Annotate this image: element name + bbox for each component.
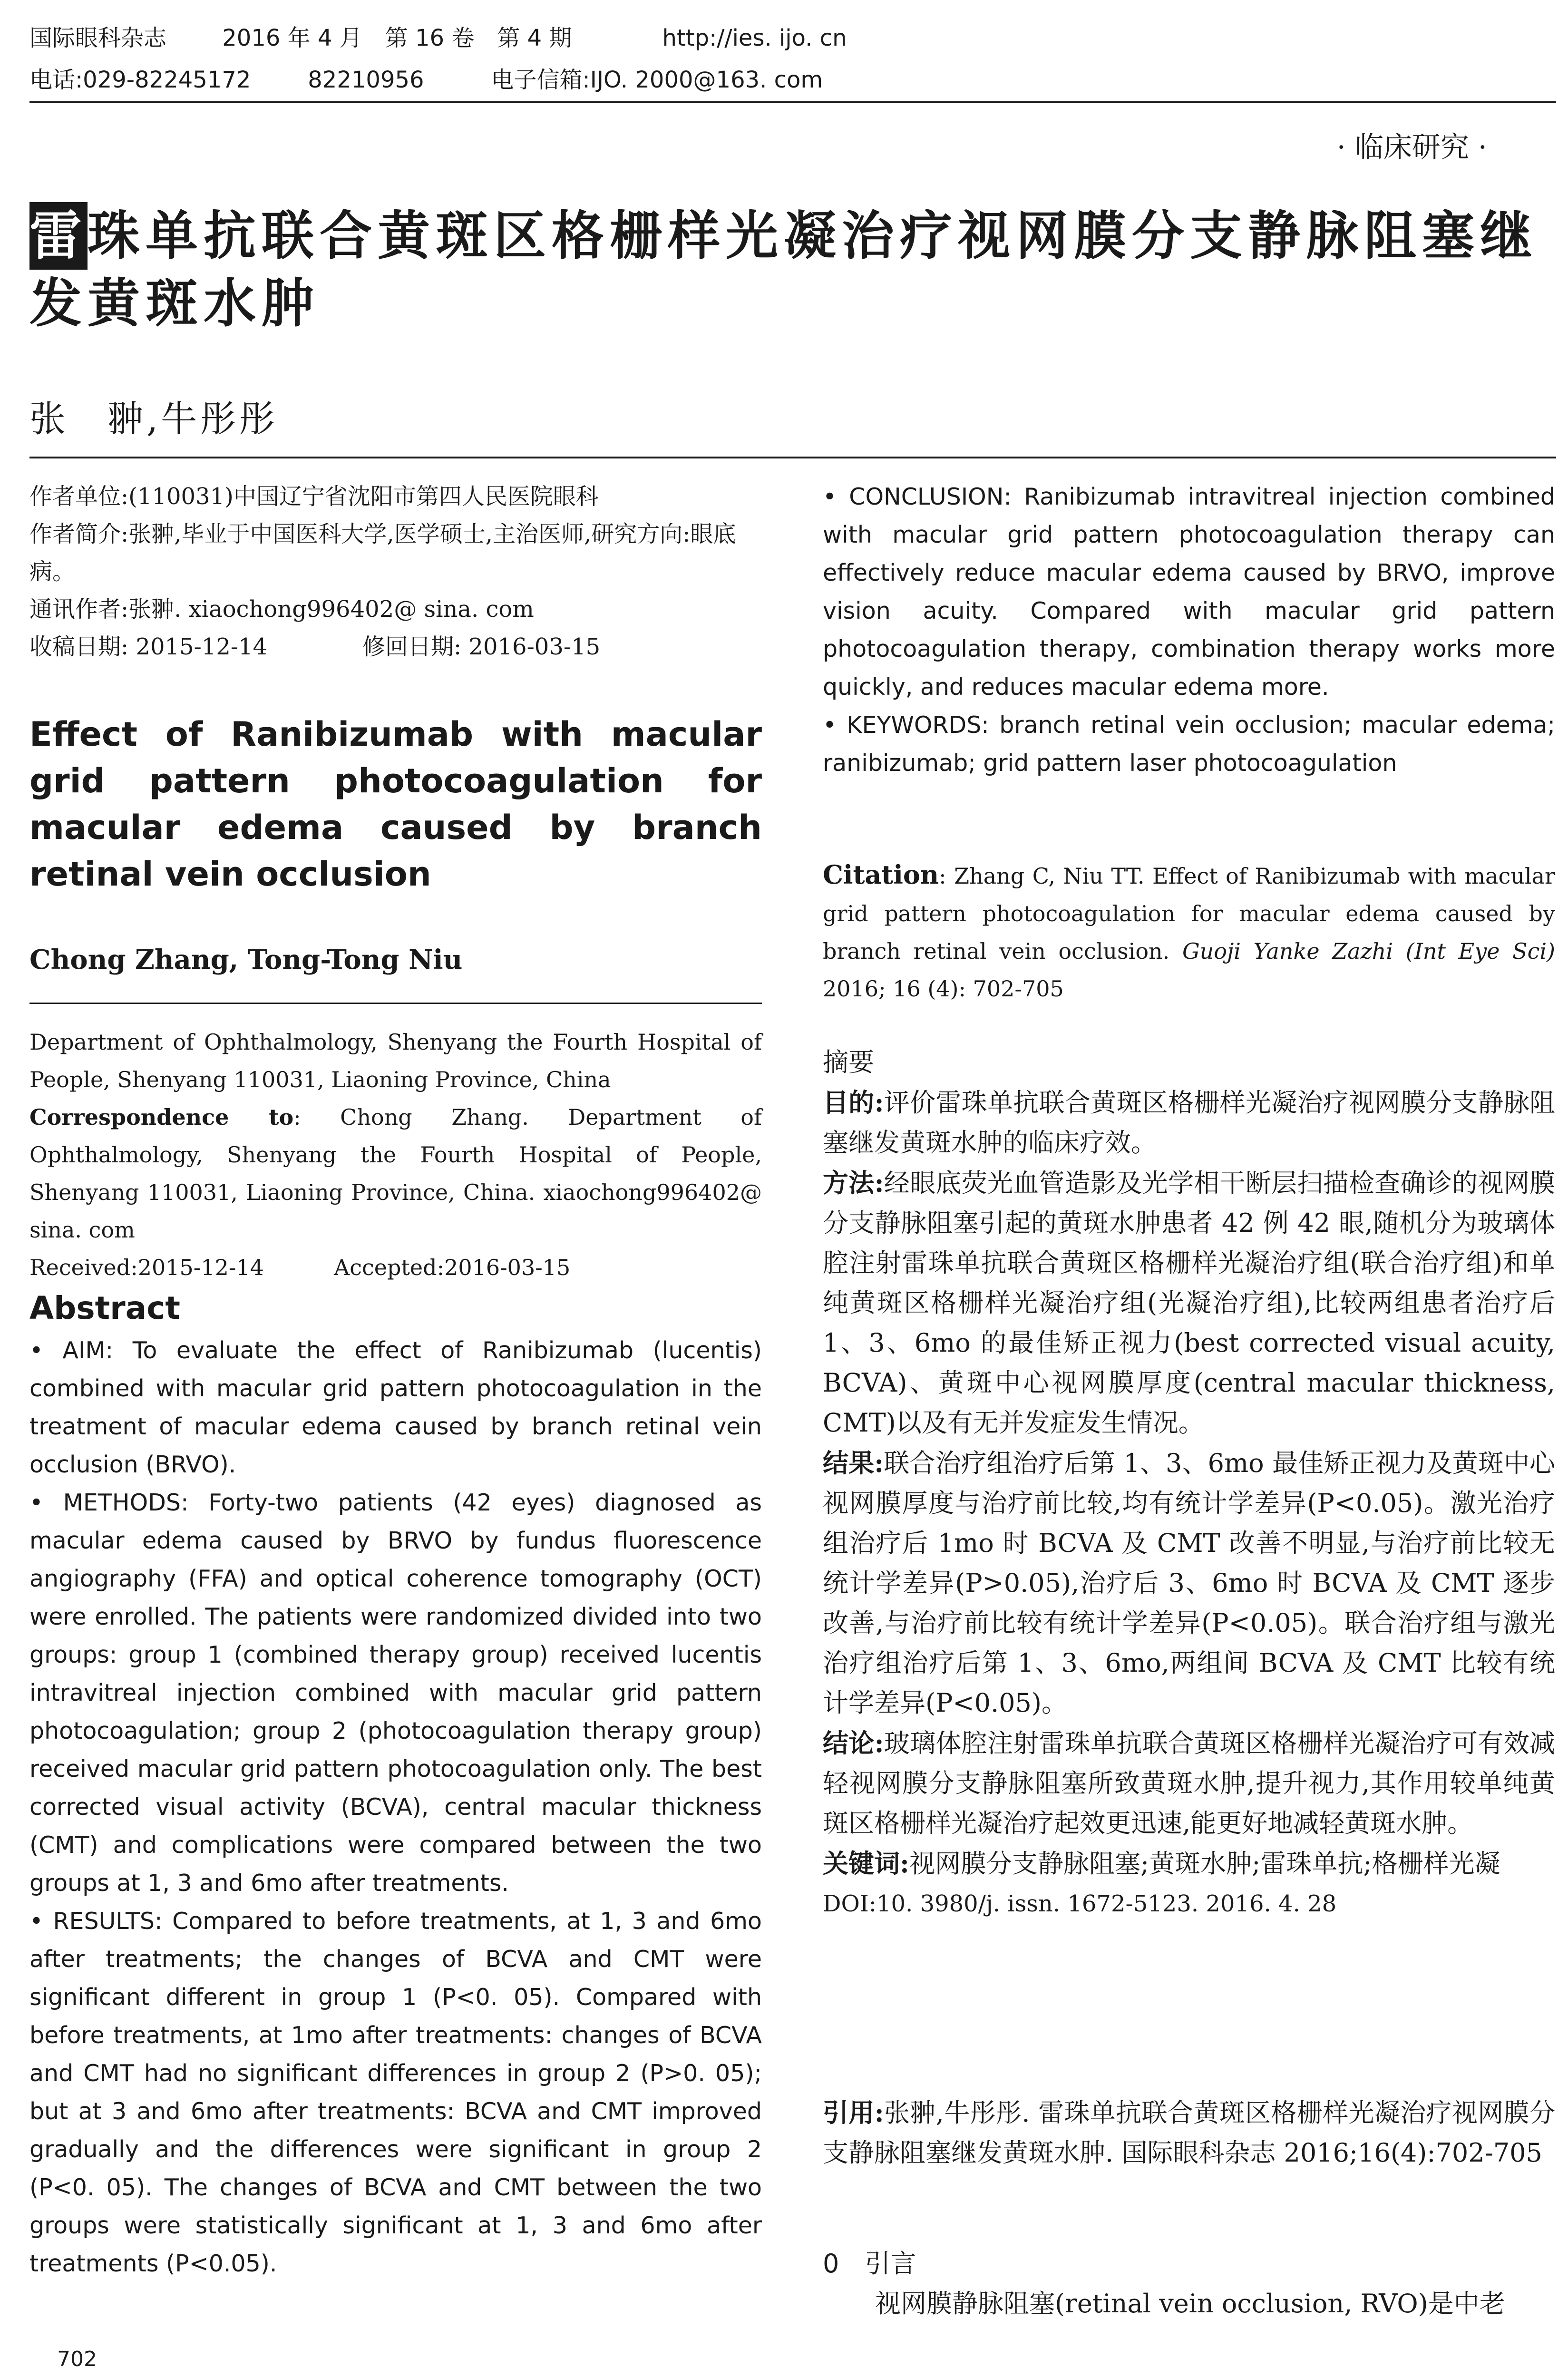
- abstract-keywords: • KEYWORDS: branch retinal vein occlusion; macular edema; ranibizumab; grid pattern laser photocoagulation: [823, 711, 1555, 777]
- journal-header-line-1: [29, 24, 1556, 52]
- abstract-heading: Abstract: [29, 1290, 180, 1326]
- abstract-methods: • METHODS: Forty-two patients (42 eyes) diagnosed as macular edema caused by BRVO by fundus fluorescence angiography (FFA) and optical coherence tomography (OCT) were enrolled. The patients were randomized divided into two groups: group 1 (combined therapy group) received lucentis intravitreal injection combined with macular grid pattern photocoagulation; group 2 (photocoagulation therapy group) received macular grid pattern photocoagulation only. The best corrected visual activity (BCVA), central macular thickness (CMT) and complications were compared between the two groups at 1, 3 and 6mo after treatments.: [29, 1489, 762, 1897]
- info-cn: [29, 478, 762, 666]
- dates-en: [29, 1249, 762, 1286]
- keywords-label-cn: 关键词:: [823, 1848, 909, 1879]
- conclusion-text-cn: 玻璃体腔注射雷珠单抗联合黄斑区格栅样光凝治疗可有效减轻视网膜分支静脉阻塞所致黄斑水肿,提升视力,其作用较单纯黄斑区格栅样光凝治疗起效更迅速,能更好地减轻黄斑水肿。: [823, 1728, 1555, 1838]
- email: 电子信箱:IJO. 2000@163. com: [491, 67, 823, 93]
- authors-en: Chong Zhang, Tong-Tong Niu: [29, 944, 463, 975]
- correspondence: [29, 1099, 762, 1249]
- methods-label-cn: 方法:: [823, 1168, 884, 1198]
- abstract-cn-results: [823, 1443, 1555, 1723]
- phone: 电话:029-82245172: [29, 67, 251, 93]
- citation-cn-text: 张翀,牛彤彤. 雷珠单抗联合黄斑区格栅样光凝治疗视网膜分支静脉阻塞继发黄斑水肿. 国际眼科杂志 2016;16(4):702-705: [823, 2098, 1555, 2168]
- conclusion-label-cn: 结论:: [823, 1728, 884, 1758]
- dates-cn: [29, 628, 762, 666]
- citation-cn: [823, 2093, 1555, 2173]
- author-bio: 作者简介:张翀,毕业于中国医科大学,医学硕士,主治医师,研究方向:眼底病。: [29, 521, 736, 585]
- results-label-cn: 结果:: [823, 1448, 884, 1478]
- journal-name: 国际眼科杂志: [29, 25, 167, 51]
- title-rest: 珠单抗联合黄斑区格栅样光凝治疗视网膜分支静脉阻塞继发黄斑水肿: [29, 205, 1538, 334]
- abstract-left: [29, 1332, 762, 2283]
- citation-journal: Guoji Yanke Zazhi (Int Eye Sci): [1182, 938, 1555, 964]
- received-cn: 收稿日期: 2015-12-14: [29, 633, 268, 660]
- authors-cn: 张 翀,牛彤彤: [29, 398, 278, 440]
- affiliation: [29, 1023, 762, 1286]
- authors-rule: [29, 1003, 762, 1004]
- abstract-cn-keywords: [823, 1843, 1555, 1884]
- accepted-en: Accepted:2016-03-15: [334, 1255, 571, 1280]
- journal-header-line-2: [29, 66, 1556, 94]
- revised-cn: 修回日期: 2016-03-15: [362, 633, 601, 660]
- correspondence-label: Correspondence to: [29, 1104, 294, 1130]
- abstract-cn-methods: [823, 1163, 1555, 1443]
- department: Department of Ophthalmology, Shenyang the Fourth Hospital of People, Shenyang 110031, Liaoning Province, China: [29, 1029, 762, 1092]
- aim-label-cn: 目的:: [823, 1087, 884, 1118]
- citation-tail: 2016; 16 (4): 702-705: [823, 976, 1064, 1002]
- aim-text-cn: 评价雷珠单抗联合黄斑区格栅样光凝治疗视网膜分支静脉阻塞继发黄斑水肿的临床疗效。: [823, 1088, 1555, 1158]
- issue-info: 2016 年 4 月 第 16 卷 第 4 期: [222, 25, 572, 51]
- title-rule: [29, 457, 1556, 458]
- abstract-conclusion: • CONCLUSION: Ranibizumab intravitreal injection combined with macular grid pattern photocoagulation therapy can effectively reduce macular edema caused by BRVO, improve vision acuity. Compared with macular grid pattern photocoagulation therapy, combination therapy works more quickly, and reduces macular edema more.: [823, 483, 1555, 701]
- abstract-cn: [823, 1042, 1555, 1924]
- article-title-en: Effect of Ranibizumab with macular grid pattern photocoagulation for macular edema caused by branch retinal vein occlusion: [29, 715, 762, 894]
- citation-text: : Zhang C, Niu TT. Effect of Ranibizumab with macular grid pattern photocoagulation for macular edema caused by branch retinal vein occlusion.: [823, 863, 1555, 964]
- abstract-results: • RESULTS: Compared to before treatments, at 1, 3 and 6mo after treatments; the changes of BCVA and CMT were significant different in group 1 (P<0. 05). Compared with before treatments, at 1mo after treatments: changes of BCVA and CMT had no significant differences in group 2 (P>0. 05); but at 3 and 6mo after treatments: BCVA and CMT improved gradually and the differences were significant in group 2 (P<0. 05). The changes of BCVA and CMT between the two groups were statistically significant at 1, 3 and 6mo after treatments (P<0.05).: [29, 1908, 762, 2277]
- keywords-text-cn: 视网膜分支静脉阻塞;黄斑水肿;雷珠单抗;格栅样光凝: [909, 1849, 1500, 1879]
- abstract-cn-heading: 摘要: [823, 1047, 874, 1077]
- abstract-cn-aim: [823, 1082, 1555, 1163]
- author-unit: 作者单位:(110031)中国辽宁省沈阳市第四人民医院眼科: [29, 483, 599, 510]
- results-text-cn: 联合治疗组治疗后第 1、3、6mo 最佳矫正视力及黄斑中心视网膜厚度与治疗前比较,均有统计学差异(P<0.05)。激光治疗组治疗后 1mo 时 BCVA 及 CMT 改善不明显,与治疗前比较无统计学差异(P>0.05),治疗后 3、6mo 时 BCVA 及 CMT 逐步改善,与治疗前比较有统计学差异(P<0.05)。联合治疗组与激光治疗组治疗后第 1、3、6mo,两组间 BCVA 及 CMT 比较有统计学差异(P<0.05)。: [823, 1448, 1555, 1718]
- corresponding-author: 通讯作者:张翀. xiaochong996402@ sina. com: [29, 596, 534, 623]
- article-title-cn: [29, 202, 1551, 337]
- correspondence-text: : Chong Zhang. Department of Ophthalmology, Shenyang the Fourth Hospital of People, Shenyang 110031, Liaoning Province, China. xiaochong996402@ sina. com: [29, 1104, 762, 1243]
- abstract-cn-conclusion: [823, 1723, 1555, 1843]
- page-number: 702: [57, 2347, 97, 2371]
- title-first-char: 雷: [29, 202, 88, 270]
- intro-text: 视网膜静脉阻塞(retinal vein occlusion, RVO)是中老: [875, 2289, 1505, 2319]
- introduction: [823, 2244, 1555, 2324]
- citation-cn-label: 引用:: [823, 2097, 884, 2128]
- journal-url: http://ies. ijo. cn: [662, 25, 847, 51]
- abstract-aim: • AIM: To evaluate the effect of Ranibizumab (lucentis) combined with macular grid pattern photocoagulation in the treatment of macular edema caused by branch retinal vein occlusion (BRVO).: [29, 1337, 762, 1478]
- section-tag: · 临床研究 ·: [1336, 131, 1487, 164]
- citation-label: Citation: [823, 859, 939, 890]
- received-en: Received:2015-12-14: [29, 1255, 264, 1280]
- abstract-right: [823, 478, 1555, 782]
- citation-en: [823, 856, 1555, 1008]
- doi: DOI:10. 3980/j. issn. 1672-5123. 2016. 4. 28: [823, 1890, 1337, 1917]
- header-rule: [29, 101, 1556, 103]
- methods-text-cn: 经眼底荧光血管造影及光学相干断层扫描检查确诊的视网膜分支静脉阻塞引起的黄斑水肿患者 42 例 42 眼,随机分为玻璃体腔注射雷珠单抗联合黄斑区格栅样光凝治疗组(联合治疗组)和单纯黄斑区格栅样光凝治疗组(光凝治疗组),比较两组患者治疗后 1、3、6mo 的最佳矫正视力(best corrected visual acuity, BCVA)、黄斑中心视网膜厚度(central macular thickness, CMT)以及有无并发症发生情况。: [823, 1168, 1555, 1438]
- phone-2: 82210956: [308, 67, 424, 93]
- intro-heading: 0 引言: [823, 2249, 916, 2279]
